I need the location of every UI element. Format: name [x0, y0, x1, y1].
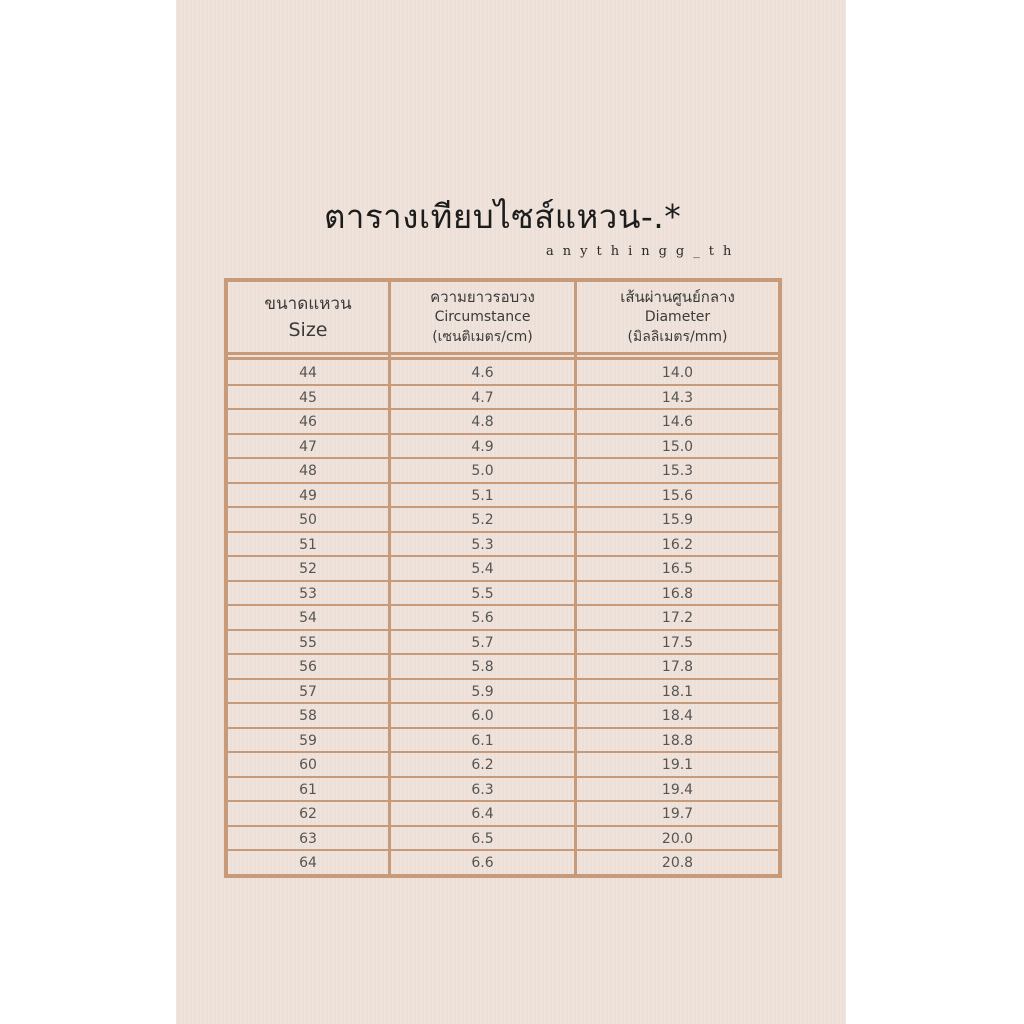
cell-diameter: 16.2 — [661, 536, 694, 553]
cell-size: 46 — [299, 414, 317, 430]
cell-circumference: 6.1 — [471, 732, 494, 749]
cell-diameter: 15.6 — [661, 487, 694, 504]
header-size — [228, 282, 388, 352]
ring-size-table — [224, 278, 782, 878]
cell-diameter: 19.1 — [661, 757, 694, 773]
cell-size: 44 — [299, 365, 317, 381]
cell-size: 50 — [299, 512, 317, 528]
header-circumference-thai: ความยาวรอบวง — [430, 288, 535, 306]
cell-circumference: 6.3 — [471, 781, 494, 798]
cell-diameter: 17.5 — [661, 634, 694, 651]
cell-size: 47 — [299, 438, 317, 455]
cell-diameter: 18.4 — [661, 708, 694, 724]
cell-size: 54 — [299, 610, 317, 626]
cell-circumference: 5.9 — [471, 683, 494, 700]
header-diameter-unit: (มิลลิเมตร/mm) — [627, 329, 728, 345]
header-divider — [228, 352, 778, 355]
header-diameter — [577, 282, 778, 352]
cell-circumference: 6.5 — [471, 830, 494, 847]
cell-size: 48 — [299, 463, 317, 479]
cell-circumference: 5.1 — [471, 487, 494, 504]
cell-circumference: 5.0 — [471, 463, 494, 479]
cell-size: 61 — [299, 781, 317, 798]
cell-diameter: 14.3 — [661, 389, 694, 406]
cell-diameter: 18.1 — [661, 683, 694, 700]
header-circumference-unit: (เซนติเมตร/cm) — [432, 329, 533, 345]
cell-circumference: 5.8 — [471, 659, 494, 675]
cell-diameter: 15.9 — [661, 512, 694, 528]
cell-circumference: 6.4 — [471, 806, 494, 822]
cell-size: 59 — [299, 732, 317, 749]
cell-diameter: 19.7 — [661, 806, 694, 822]
cell-circumference: 6.6 — [471, 855, 494, 871]
cell-circumference: 5.3 — [471, 536, 494, 553]
cell-circumference: 4.8 — [471, 414, 494, 430]
page-title: ตารางเทียบไซส์แหวน-.* — [324, 197, 682, 236]
cell-size: 51 — [299, 536, 317, 553]
cell-circumference: 4.7 — [471, 389, 494, 406]
brand-handle: anythingg_th — [546, 244, 741, 259]
header-divider — [228, 357, 778, 360]
cell-size: 49 — [299, 487, 317, 504]
size-chart-poster — [176, 0, 846, 1024]
cell-diameter: 19.4 — [661, 781, 694, 798]
cell-size: 56 — [299, 659, 317, 675]
cell-diameter: 14.0 — [661, 365, 694, 381]
cell-diameter: 15.0 — [661, 438, 694, 455]
cell-diameter: 17.2 — [661, 610, 694, 626]
cell-size: 53 — [299, 585, 317, 602]
cell-size: 60 — [299, 757, 317, 773]
cell-size: 62 — [299, 806, 317, 822]
header-circumference — [391, 282, 574, 352]
cell-size: 45 — [299, 389, 317, 406]
cell-diameter: 20.8 — [661, 855, 694, 871]
cell-diameter: 16.5 — [661, 561, 694, 577]
cell-diameter: 14.6 — [661, 414, 694, 430]
cell-size: 64 — [299, 855, 317, 871]
header-size-thai: ขนาดแหวน — [264, 294, 352, 314]
cell-circumference: 5.2 — [471, 512, 494, 528]
cell-circumference: 5.6 — [471, 610, 494, 626]
header-circumference-en: Circumstance — [434, 309, 531, 325]
header-diameter-en: Diameter — [644, 309, 711, 325]
cell-circumference: 4.6 — [471, 365, 494, 381]
cell-circumference: 5.5 — [471, 585, 494, 602]
cell-size: 55 — [299, 634, 317, 651]
cell-circumference: 6.2 — [471, 757, 494, 773]
cell-diameter: 17.8 — [661, 659, 694, 675]
cell-diameter: 16.8 — [661, 585, 694, 602]
cell-diameter: 15.3 — [661, 463, 694, 479]
header-diameter-thai: เส้นผ่านศูนย์กลาง — [620, 288, 735, 306]
cell-size: 58 — [299, 708, 317, 724]
cell-size: 52 — [299, 561, 317, 577]
cell-circumference: 4.9 — [471, 438, 494, 455]
cell-size: 63 — [299, 830, 317, 847]
cell-diameter: 20.0 — [661, 830, 694, 847]
cell-circumference: 6.0 — [471, 708, 494, 724]
cell-size: 57 — [299, 683, 317, 700]
cell-diameter: 18.8 — [661, 732, 694, 749]
header-size-en: Size — [288, 319, 328, 341]
cell-circumference: 5.7 — [471, 634, 494, 651]
cell-circumference: 5.4 — [471, 561, 494, 577]
